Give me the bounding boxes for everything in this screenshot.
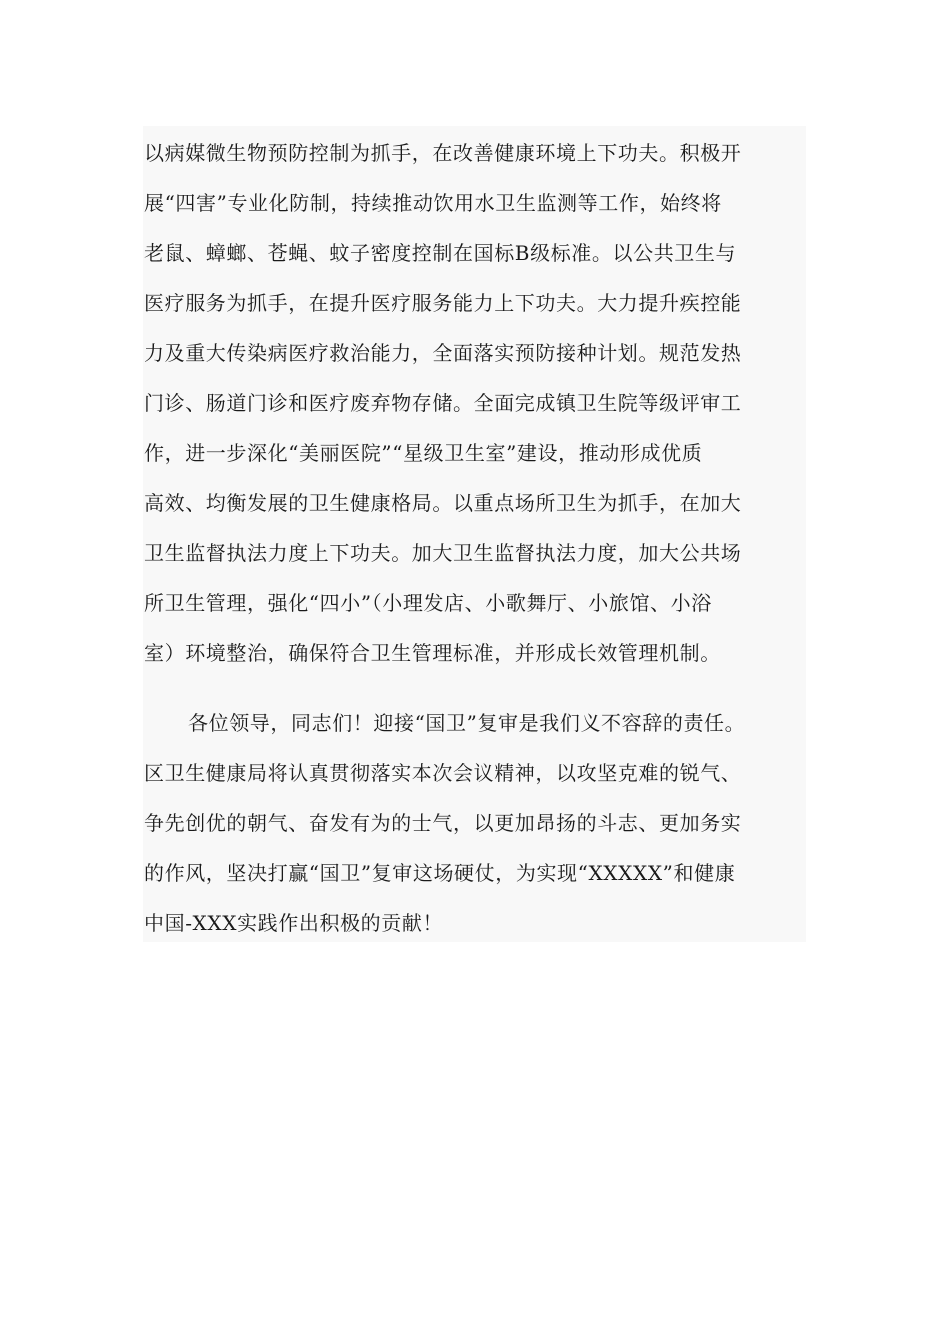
- text-line: 中国-XXX实践作出积极的贡献！: [144, 911, 444, 935]
- text-line: 展“四害”专业化防制，持续推动饮用水卫生监测等工作，始终将: [144, 191, 722, 215]
- text-line: 各位领导，同志们！迎接“国卫”复审是我们义不容辞的责任。: [188, 711, 746, 735]
- text-line: 的作风，坚决打赢“国卫”复审这场硬仗，为实现“XXXXX”和健康: [144, 861, 736, 885]
- text-line: 以病媒微生物预防控制为抓手，在改善健康环境上下功夫。积极开: [144, 141, 742, 165]
- text-line: 力及重大传染病医疗救治能力，全面落实预防接种计划。规范发热: [144, 341, 742, 365]
- text-line: 卫生监督执法力度上下功夫。加大卫生监督执法力度，加大公共场: [144, 541, 742, 565]
- text-line: 所卫生管理，强化“四小”（小理发店、小歌舞厅、小旅馆、小浴: [144, 591, 712, 615]
- text-line: 医疗服务为抓手，在提升医疗服务能力上下功夫。大力提升疾控能: [144, 291, 742, 315]
- text-line: 室）环境整治，确保符合卫生管理标准，并形成长效管理机制。: [144, 641, 721, 665]
- text-line: 争先创优的朝气、奋发有为的士气，以更加昂扬的斗志、更加务实: [144, 811, 742, 835]
- text-line: 门诊、肠道门诊和医疗废弃物存储。全面完成镇卫生院等级评审工: [144, 391, 742, 415]
- text-line: 区卫生健康局将认真贯彻落实本次会议精神，以攻坚克难的锐气、: [144, 761, 742, 785]
- text-line: 作，进一步深化“美丽医院”“星级卫生室”建设，推动形成优质: [144, 441, 703, 465]
- text-line: 高效、均衡发展的卫生健康格局。以重点场所卫生为抓手，在加大: [144, 491, 742, 515]
- text-line: 老鼠、蟑螂、苍蝇、蚊子密度控制在国标B级标准。以公共卫生与: [144, 241, 737, 265]
